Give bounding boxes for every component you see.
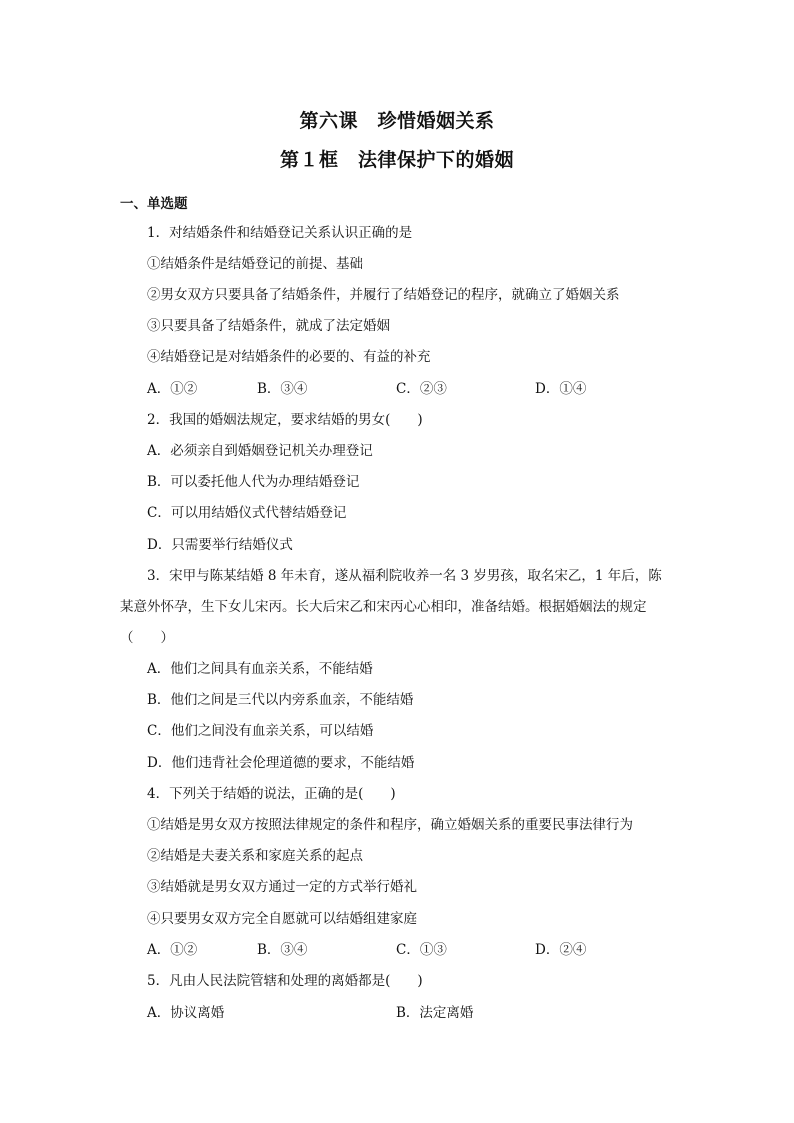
question-3-option-a: A．他们之间具有血亲关系，不能结婚 bbox=[147, 661, 373, 677]
question-1-statement-4: ④结婚登记是对结婚条件的必要的、有益的补充 bbox=[147, 349, 431, 365]
question-1-option-d: D．①④ bbox=[535, 381, 587, 397]
question-3-option-c: C．他们之间没有血亲关系，可以结婚 bbox=[147, 723, 374, 739]
question-3-stem-line-2: 某意外怀孕，生下女儿宋丙。长大后宋乙和宋丙心心相印，准备结婚。根据婚姻法的规定 bbox=[120, 599, 647, 615]
question-2-option-c: C．可以用结婚仪式代替结婚登记 bbox=[147, 505, 347, 521]
question-type-heading: 一、单选题 bbox=[120, 196, 188, 212]
question-5-option-b: B．法定离婚 bbox=[396, 1005, 474, 1021]
question-2-option-a: A．必须亲自到婚姻登记机关办理登记 bbox=[147, 443, 373, 459]
question-2-stem: 2．我国的婚姻法规定，要求结婚的男女( ) bbox=[147, 412, 423, 428]
question-5-option-a: A．协议离婚 bbox=[147, 1005, 225, 1021]
question-4-statement-2: ②结婚是夫妻关系和家庭关系的起点 bbox=[147, 848, 363, 864]
question-4-option-d: D．②④ bbox=[535, 942, 587, 958]
question-4-option-b: B．③④ bbox=[257, 942, 308, 958]
question-1-statement-2: ②男女双方只要具备了结婚条件，并履行了结婚登记的程序，就确立了婚姻关系 bbox=[147, 287, 620, 303]
question-4-statement-3: ③结婚就是男女双方通过一定的方式举行婚礼 bbox=[147, 879, 417, 895]
question-4-statement-1: ①结婚是男女双方按照法律规定的条件和程序，确立婚姻关系的重要民事法律行为 bbox=[147, 817, 633, 833]
question-3-stem-line-3: （ ） bbox=[120, 630, 174, 646]
section-subtitle: 第１框 法律保护下的婚姻 bbox=[279, 149, 514, 171]
lesson-title: 第六课 珍惜婚姻关系 bbox=[299, 110, 495, 132]
question-5-stem: 5．凡由人民法院管辖和处理的离婚都是( ) bbox=[147, 973, 423, 989]
question-4-option-c: C．①③ bbox=[396, 942, 447, 958]
question-1-statement-3: ③只要具备了结婚条件，就成了法定婚姻 bbox=[147, 318, 390, 334]
question-3-stem-line-1: 3．宋甲与陈某结婚 8 年未育，遂从福利院收养一名 3 岁男孩，取名宋乙，1 年后，陈 bbox=[147, 568, 662, 584]
question-4-statement-4: ④只要男女双方完全自愿就可以结婚组建家庭 bbox=[147, 911, 417, 927]
question-3-option-d: D．他们违背社会伦理道德的要求，不能结婚 bbox=[147, 755, 415, 771]
question-4-stem: 4．下列关于结婚的说法，正确的是( ) bbox=[147, 786, 396, 802]
question-1-option-b: B．③④ bbox=[257, 381, 308, 397]
question-1-stem: 1．对结婚条件和结婚登记关系认识正确的是 bbox=[147, 225, 413, 241]
question-2-option-b: B．可以委托他人代为办理结婚登记 bbox=[147, 474, 360, 490]
question-3-option-b: B．他们之间是三代以内旁系血亲，不能结婚 bbox=[147, 692, 414, 708]
question-1-option-a: A．①② bbox=[147, 381, 198, 397]
question-1-option-c: C．②③ bbox=[396, 381, 447, 397]
question-1-statement-1: ①结婚条件是结婚登记的前提、基础 bbox=[147, 256, 363, 272]
question-4-option-a: A．①② bbox=[147, 942, 198, 958]
question-2-option-d: D．只需要举行结婚仪式 bbox=[147, 537, 293, 553]
